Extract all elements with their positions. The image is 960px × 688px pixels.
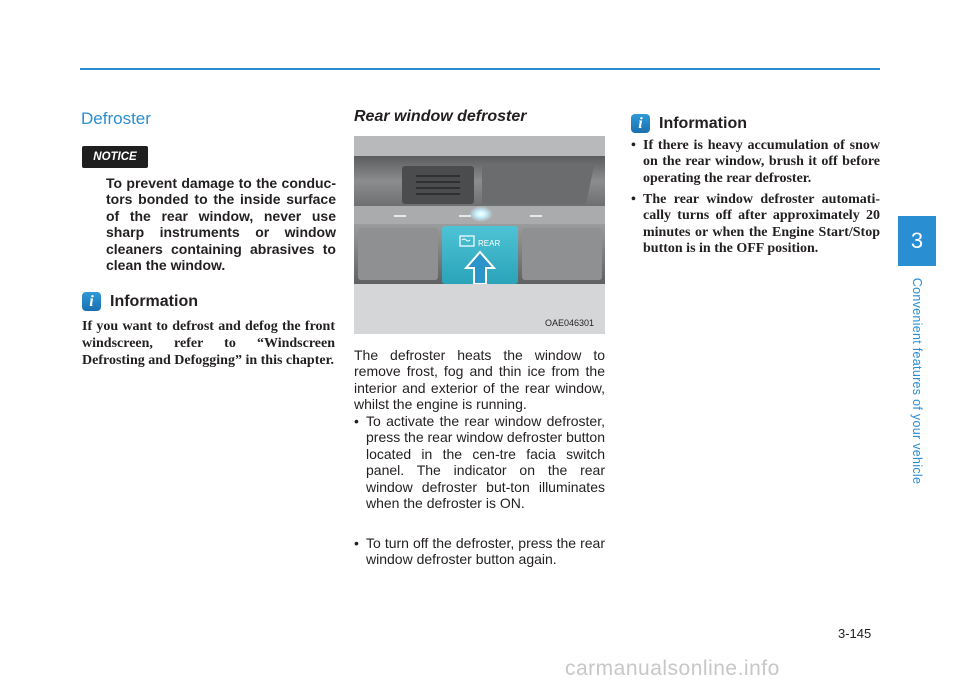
chapter-title: Convenient features of your vehicle <box>910 277 924 485</box>
bullet-text: To turn off the defroster, press the rear window defroster button again. <box>366 535 605 568</box>
chapter-title-vertical <box>897 268 937 494</box>
header-rule <box>80 68 880 70</box>
chapter-tab: 3 <box>898 216 936 266</box>
rear-label: REAR <box>478 239 501 248</box>
notice-badge: NOTICE <box>82 146 148 168</box>
bullet-text: If there is heavy accumulation of snow on the rear window, brush it off before operating the rear defroster. <box>643 138 880 186</box>
list-item: • If there is heavy accumulation of snow on the rear window, brush it off before operating the rear defroster. <box>631 138 880 186</box>
page-number: 3-145 <box>838 626 872 641</box>
information-heading <box>82 292 198 311</box>
information-title: Information <box>659 114 747 132</box>
intro-paragraph: The defroster heats the window to remove frost, fog and thin ice from the interior and exterior of the rear window, whilst the engine is running. <box>354 347 605 413</box>
watermark: carmanualsonline.info <box>565 657 780 680</box>
information-heading <box>631 114 747 133</box>
rear-defroster-button-photo <box>354 136 605 334</box>
section-title: Defroster <box>81 109 151 128</box>
information-text: If you want to defrost and defog the front windscreen, refer to “Windscreen Defrosting and Defogging” in this chapter. <box>82 319 335 368</box>
photo-code: OAE046301 <box>545 318 595 328</box>
information-title: Information <box>110 292 198 310</box>
subsection-title: Rear window defroster <box>354 108 527 125</box>
list-item: • To activate the rear window defroster, press the rear window defroster button located in the cen-tre facia switch panel. The indicator on the rear window defroster but-ton illuminates when the defroster is ON. <box>354 413 605 512</box>
list-item: • To turn off the defroster, press the rear window defroster button again. <box>354 535 605 568</box>
bullet-text: To activate the rear window defroster, press the rear window defroster button located in the cen-tre facia switch panel. The indicator on the rear window defroster but-ton illuminates when the defroster is ON. <box>366 413 605 512</box>
info-icon: i <box>631 114 650 133</box>
bullet-text: The rear window defroster automati-cally turns off after approximately 20 minutes or when the Engine Start/Stop button is in the OFF position. <box>643 192 880 257</box>
notice-text: To prevent damage to the conduc-tors bonded to the inside surface of the rear window, never use sharp instruments or window cleaners containing abrasives to clean the window. <box>106 175 336 274</box>
list-item: • The rear window defroster automati-cally turns off after approximately 20 minutes or when the Engine Start/Stop button is in the OFF position. <box>631 192 880 257</box>
info-icon: i <box>82 292 101 311</box>
